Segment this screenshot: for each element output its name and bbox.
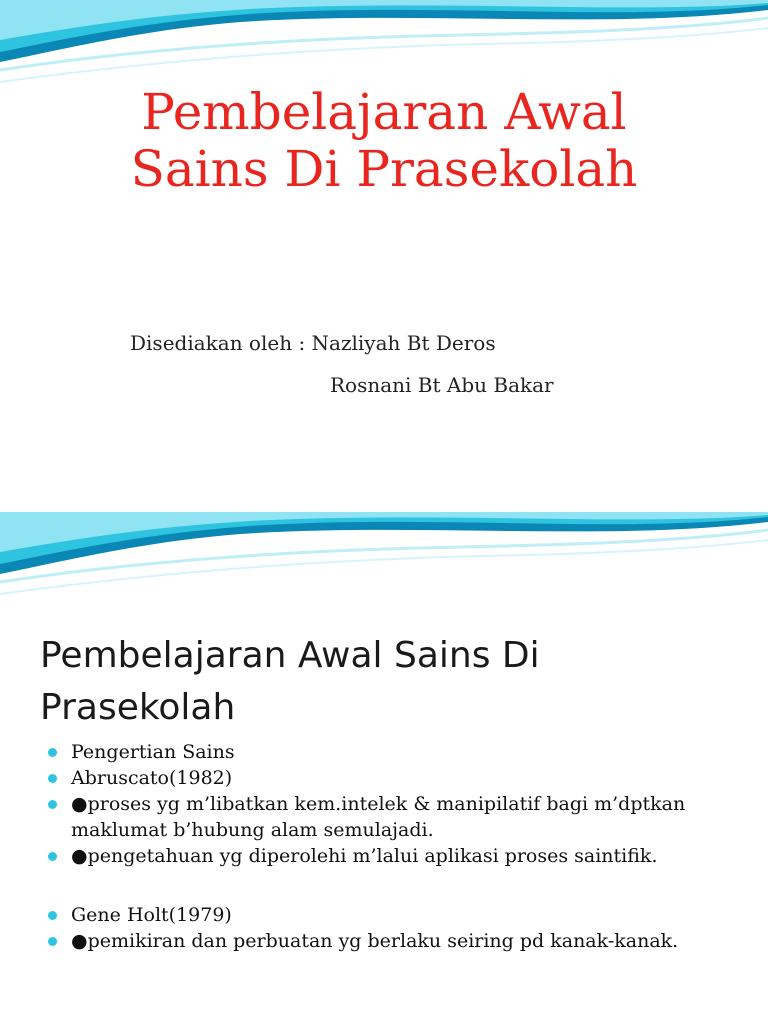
list-item: Abruscato(1982) bbox=[48, 765, 748, 791]
list-item: ●pemikiran dan perbuatan yg berlaku seiring pd kanak-kanak. bbox=[48, 928, 748, 954]
bullet-list bbox=[48, 739, 748, 954]
title-line-2: Prasekolah bbox=[40, 687, 236, 728]
bullet-dot-icon bbox=[48, 748, 57, 757]
bullet-dot-icon bbox=[48, 852, 57, 861]
bullet-dot-icon bbox=[48, 911, 57, 920]
bullet-dot-icon bbox=[48, 937, 57, 946]
list-spacer bbox=[48, 869, 748, 902]
bullet-dot-icon bbox=[48, 774, 57, 783]
list-item: Pengertian Sains bbox=[48, 739, 748, 765]
list-item: ●proses yg m’libatkan kem.intelek & manipilatif bagi m’dptkan maklumat b’hubung alam semulajadi. bbox=[48, 791, 748, 843]
second-author-text: Rosnani Bt Abu Bakar bbox=[330, 373, 554, 397]
slide-title bbox=[0, 84, 768, 198]
title-line-2: Sains Di Prasekolah bbox=[130, 140, 638, 198]
title-line-1: Pembelajaran Awal Sains Di bbox=[40, 635, 540, 676]
prepared-by-text: Disediakan oleh : Nazliyah Bt Deros bbox=[130, 331, 496, 355]
wave-header-graphic bbox=[0, 512, 768, 612]
title-line-1: Pembelajaran Awal bbox=[141, 83, 627, 141]
bullet-dot-icon bbox=[48, 800, 57, 809]
content-slide bbox=[0, 512, 768, 1024]
slide-title bbox=[40, 630, 740, 734]
list-item: ●pengetahuan yg diperolehi m’lalui aplikasi proses saintifik. bbox=[48, 843, 748, 869]
list-item: Gene Holt(1979) bbox=[48, 902, 748, 928]
